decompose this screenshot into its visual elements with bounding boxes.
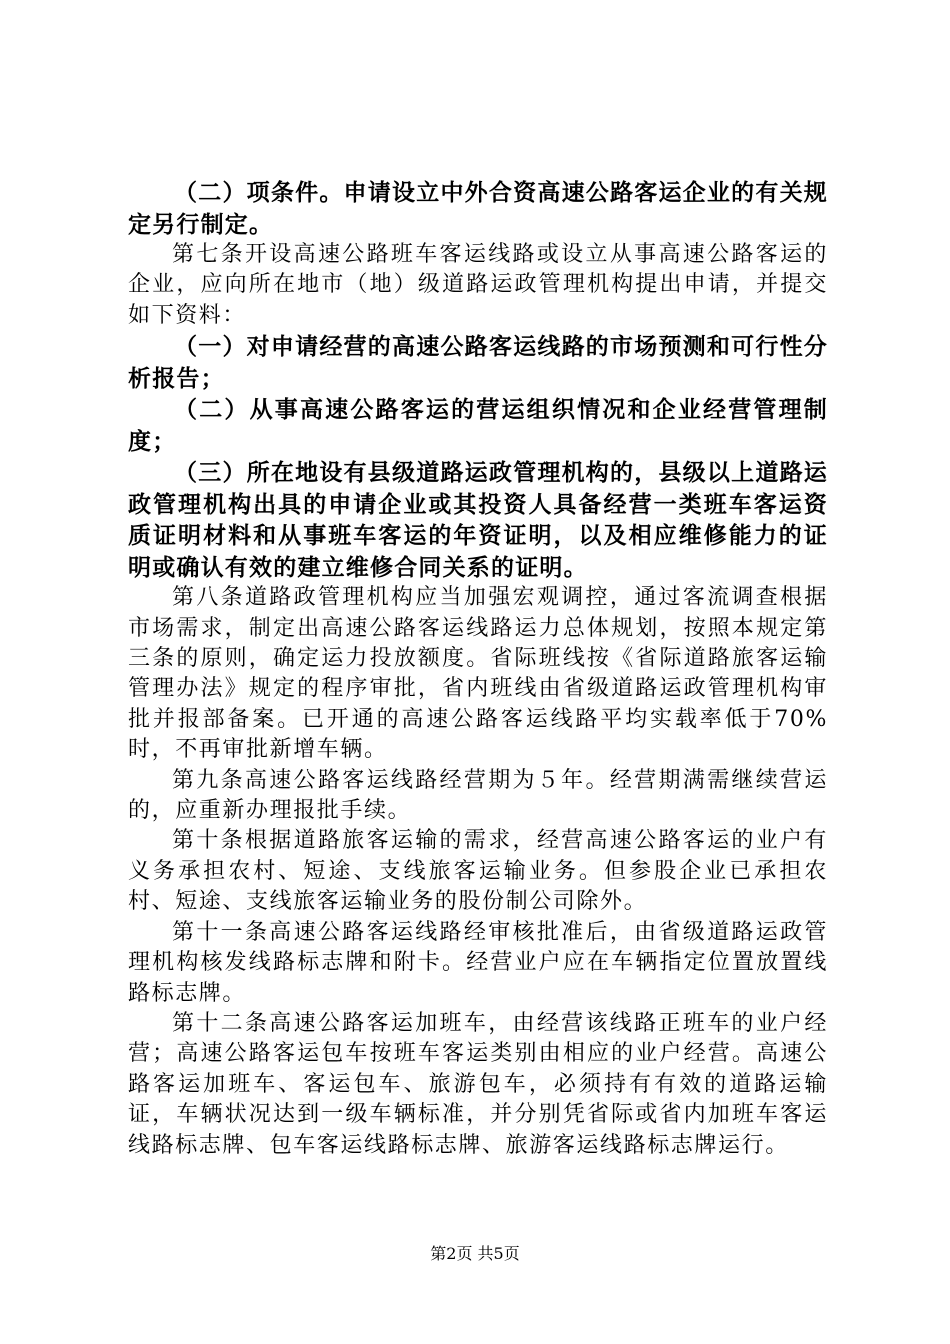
paragraph-article-8: 第八条道路政管理机构应当加强宏观调控，通过客流调查根据市场需求，制定出高速公路客运线路运力总体规划，按照本规定第三条的原则，确定运力投放额度。省际班线按《省际道路旅客运输管理办法》规定的程序审批，省内班线由省级道路运政管理机构审批并报部备案。已开通的高速公路客运线路平均实载率低于70%时，不再审批新增车辆。 (128, 585, 828, 763)
document-body (128, 177, 828, 1161)
paragraph-article-10: 第十条根据道路旅客运输的需求，经营高速公路客运的业户有义务承担农村、短途、支线旅客运输业务。但参股企业已承担农村、短途、支线旅客运输业务的股份制公司除外。 (128, 828, 828, 915)
paragraph-item-3: （三）所在地设有县级道路运政管理机构的，县级以上道路运政管理机构出具的申请企业或其投资人具备经营一类班车客运资质证明材料和从事班车客运的年资证明，以及相应维修能力的证明或确认有效的建立维修合同关系的证明。 (128, 459, 828, 581)
paragraph-article-9: 第九条高速公路客运线路经营期为５年。经营期满需继续营运的，应重新办理报批手续。 (128, 767, 828, 824)
paragraph-item-1: （一）对申请经营的高速公路客运线路的市场预测和可行性分析报告； (128, 333, 828, 392)
paragraph-article-7: 第七条开设高速公路班车客运线路或设立从事高速公路客运的企业，应向所在地市（地）级道路运政管理机构提出申请，并提交如下资料： (128, 242, 828, 328)
page-footer (0, 1244, 950, 1264)
page-number-label: 第2页 共5页 (430, 1244, 520, 1263)
paragraph-article-12: 第十二条高速公路客运加班车，由经营该线路正班车的业户经营；高速公路客运包车按班车客运类别由相应的业户经营。高速公路客运加班车、客运包车、旅游包车，必须持有有效的道路运输证，车辆状况达到一级车辆标准，并分别凭省际或省内加班车客运线路标志牌、包车客运线路标志牌、旅游客运线路标志牌运行。 (128, 1010, 828, 1158)
paragraph-item-2: （二）从事高速公路客运的营运组织情况和企业经营管理制度； (128, 396, 828, 455)
paragraph-conditions-note: （二）项条件。申请设立中外合资高速公路客运企业的有关规定另行制定。 (128, 179, 828, 238)
paragraph-article-11: 第十一条高速公路客运线路经审核批准后，由省级道路运政管理机构核发线路标志牌和附卡。经营业户应在车辆指定位置放置线路标志牌。 (128, 919, 828, 1006)
